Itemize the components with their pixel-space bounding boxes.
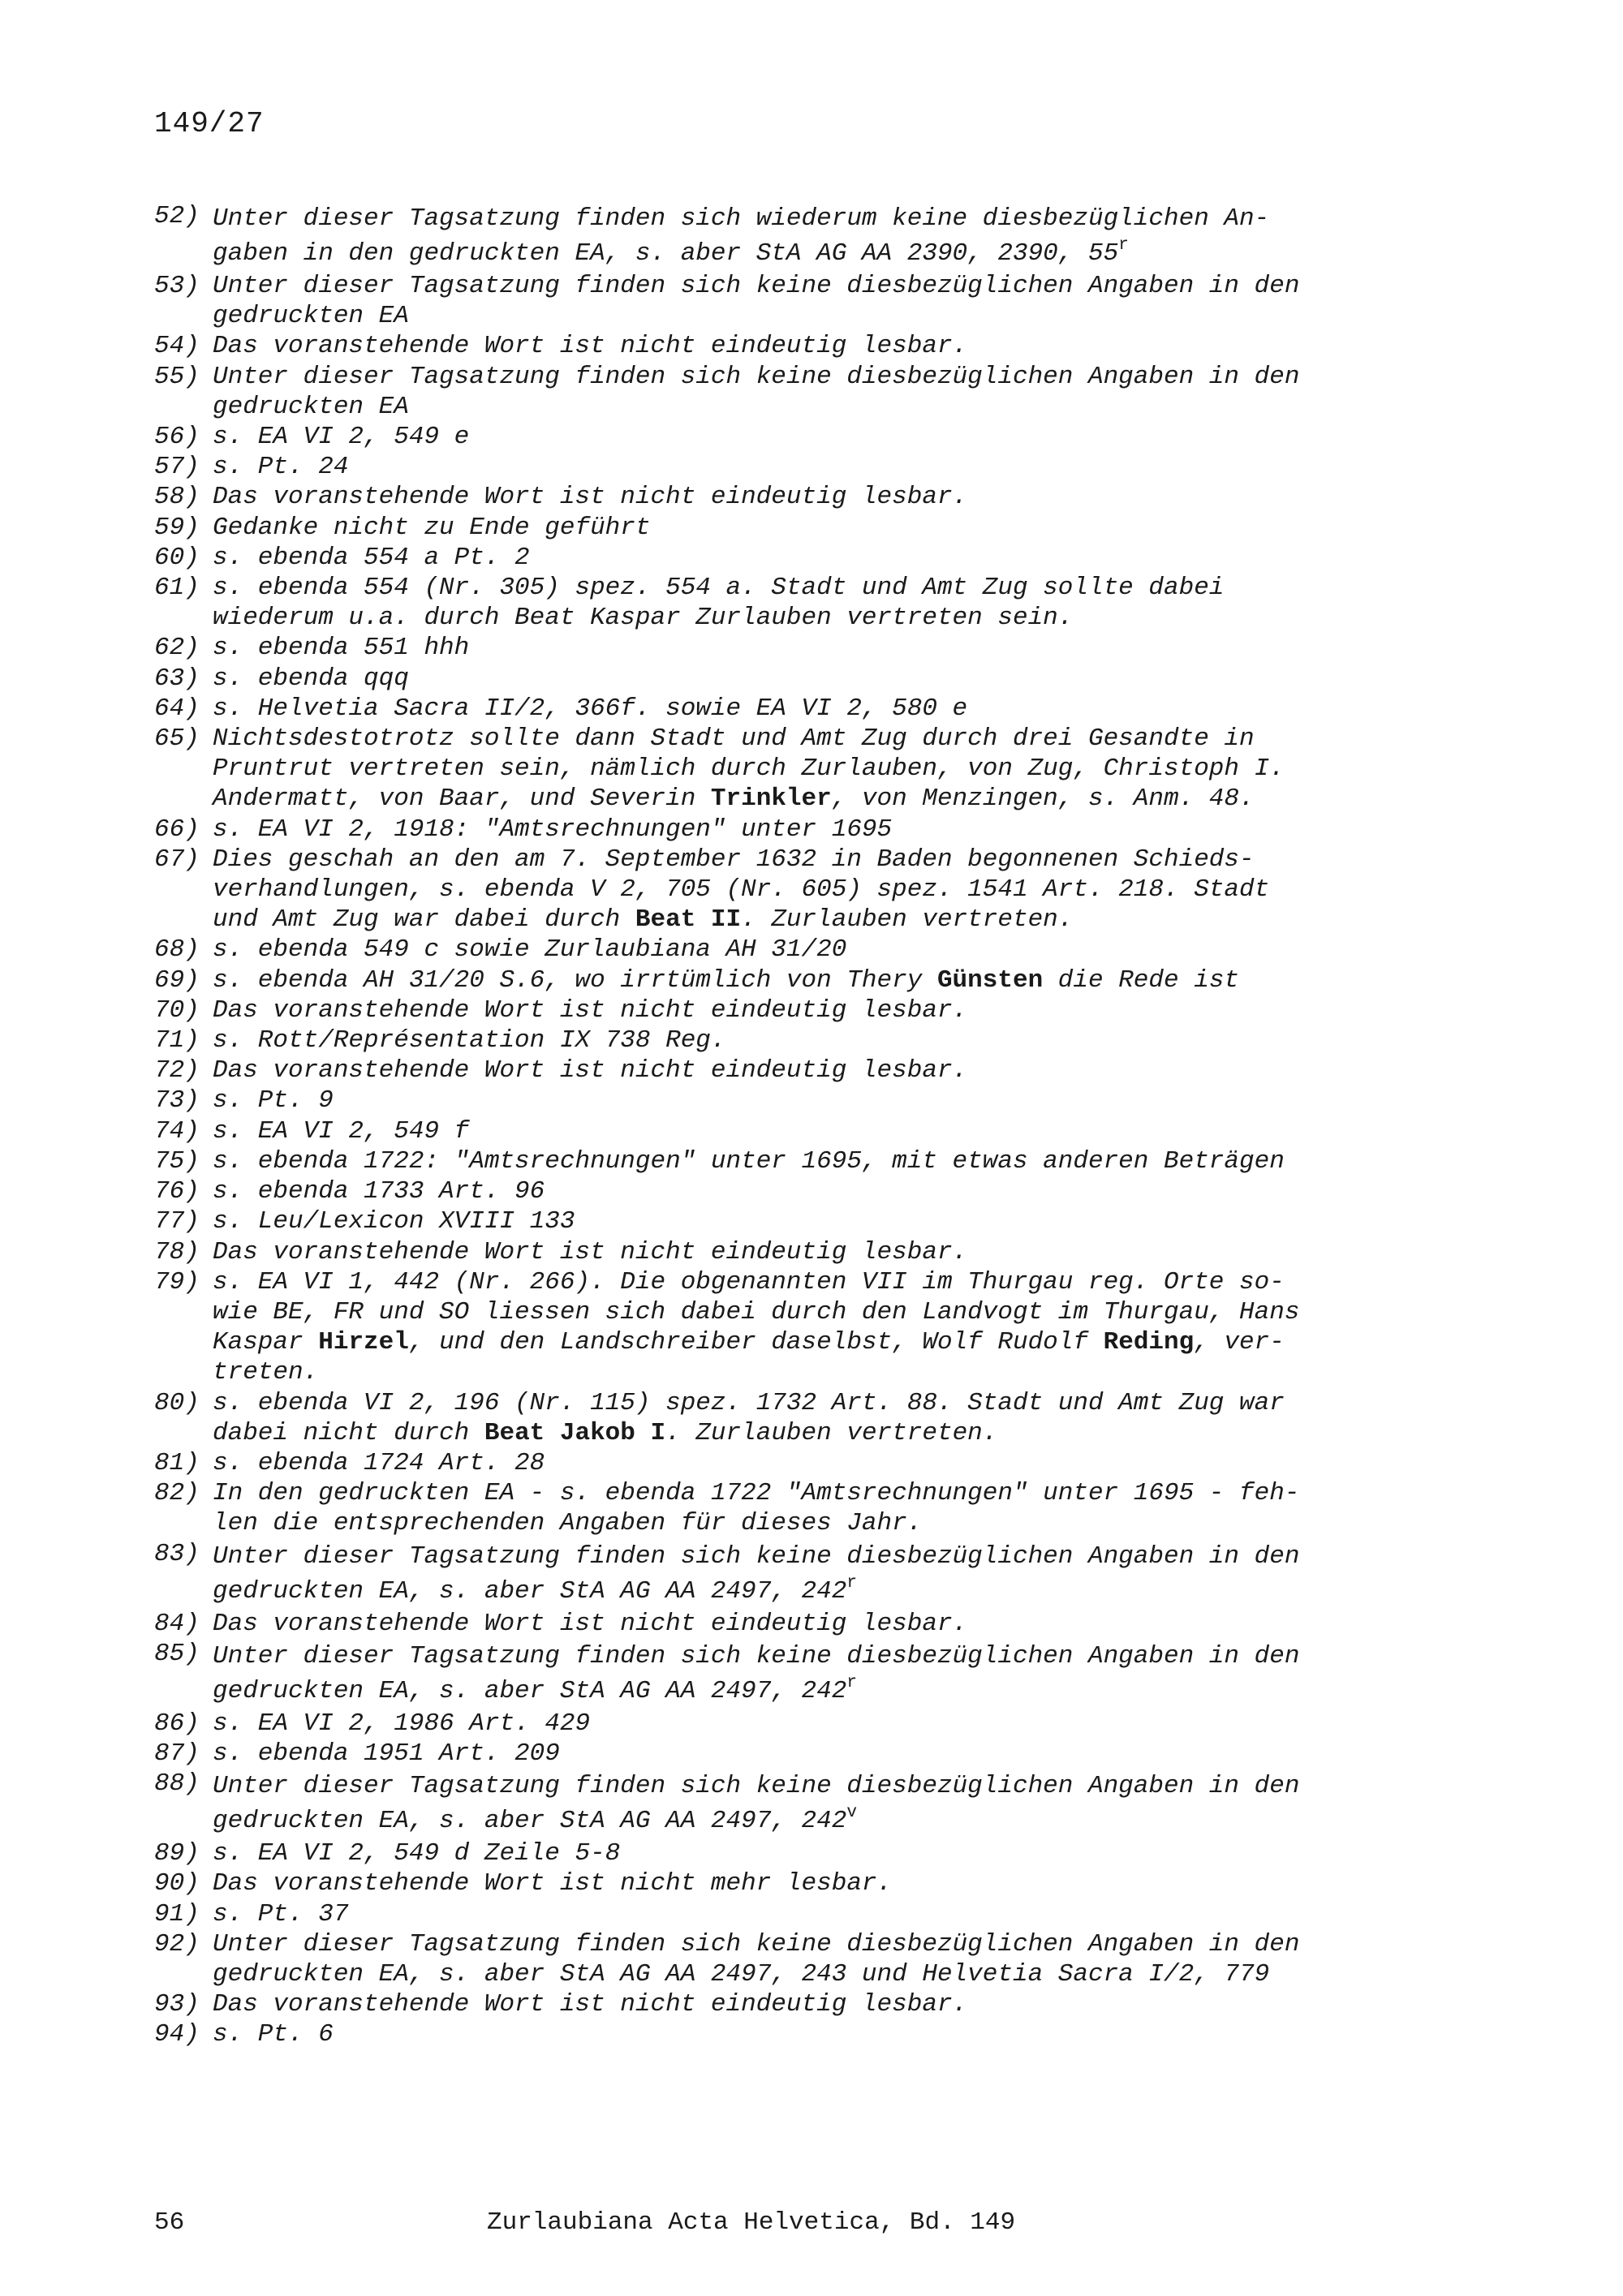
footnote-text	[213, 482, 1420, 512]
footnote-text-segment: Dies geschah an den am 7. September 1632 in Baden begonnenen Schieds- verhandlungen, s. ebenda V 2, 705 (Nr. 605) spez. 1541 Art. 218. Stadt und Amt Zug war dabei durch	[213, 845, 1270, 935]
footnote-text-segment: Das voranstehende Wort ist nicht eindeutig lesbar.	[213, 1237, 968, 1266]
footnote	[154, 1086, 1420, 1116]
footnote-text	[213, 633, 1420, 663]
footnote	[154, 694, 1420, 724]
footnote-number: 56)	[154, 423, 200, 452]
footnote-number: 87)	[154, 1739, 200, 1768]
footnote	[154, 724, 1420, 815]
footnote-number: 53)	[154, 272, 200, 300]
footer-publication-title: Zurlaubiana Acta Helvetica, Bd. 149	[487, 2208, 1016, 2237]
footnote-text-segment: Das voranstehende Wort ist nicht eindeutig lesbar.	[213, 1990, 968, 2019]
footnote	[154, 1709, 1420, 1739]
footnote-number: 85)	[154, 1639, 200, 1668]
footnote	[154, 543, 1420, 573]
footnote	[154, 935, 1420, 965]
footnote-number: 81)	[154, 1448, 200, 1477]
footnote	[154, 633, 1420, 663]
footnote	[154, 1116, 1420, 1146]
footnote-text	[213, 1868, 1420, 1898]
footnote-text-segment: s. ebenda 1951 Art. 209	[213, 1739, 560, 1768]
footnote	[154, 1025, 1420, 1056]
footnote-text	[213, 694, 1420, 724]
footnote-superscript: r	[846, 1673, 857, 1692]
footnote-number: 68)	[154, 935, 200, 965]
footnote-text	[213, 1388, 1420, 1448]
footnote-text-segment: s. EA VI 2, 549 e	[213, 423, 470, 452]
footnote-text	[213, 845, 1420, 935]
footnote-number: 54)	[154, 332, 200, 361]
footnote-text	[213, 362, 1420, 422]
footnote-text-segment: s. EA VI 1, 442 (Nr. 266). Die obgenannten VII im Thurgau reg. Orte so- wie BE, FR und SO liessen sich dabei durch den Landvogt im Thurgau, Hans Kaspar	[213, 1267, 1300, 1357]
footnote-number: 55)	[154, 362, 200, 391]
footnote-bold-name: Reding	[1103, 1328, 1195, 1357]
footnote-text	[213, 1206, 1420, 1236]
footnote-number: 78)	[154, 1237, 200, 1266]
footnote-number: 84)	[154, 1609, 200, 1638]
footnote-text	[213, 422, 1420, 452]
footnote-superscript: r	[1118, 236, 1129, 255]
footnote-number: 70)	[154, 995, 200, 1025]
footnote	[154, 815, 1420, 845]
footnote	[154, 331, 1420, 361]
footnote-text	[213, 1639, 1420, 1709]
footnote-text-segment: Nichtsdestotrotz sollte dann Stadt und Amt Zug durch drei Gesandte in Pruntrut vertreten sein, nämlich durch Zurlauben, von Zug, Christoph I. Andermatt, von Baar, und Severin	[213, 724, 1285, 814]
footnote-text	[213, 271, 1420, 331]
footnote-superscript: v	[846, 1804, 857, 1823]
footnote-text	[213, 1448, 1420, 1478]
footnote	[154, 1539, 1420, 1609]
footnote	[154, 513, 1420, 543]
footnote	[154, 1237, 1420, 1267]
footnote-number: 90)	[154, 1869, 200, 1898]
footnote-number: 71)	[154, 1026, 200, 1056]
footnote-text	[213, 1989, 1420, 2019]
footnote	[154, 1448, 1420, 1478]
footnote-text-segment: Unter dieser Tagsatzung finden sich keine diesbezüglichen Angaben in den gedruckten EA	[213, 272, 1300, 331]
footnote	[154, 201, 1420, 271]
footnote-number: 76)	[154, 1177, 200, 1206]
footnote	[154, 1739, 1420, 1769]
footnote-text-segment: Unter dieser Tagsatzung finden sich keine diesbezüglichen Angaben in den gedruckten EA	[213, 362, 1300, 421]
footnote	[154, 422, 1420, 452]
page-header: 149/27	[154, 107, 265, 140]
footnote-text	[213, 201, 1420, 271]
footnote-text	[213, 1267, 1420, 1388]
footnote-text	[213, 1237, 1420, 1267]
footnote	[154, 452, 1420, 482]
footnote-number: 57)	[154, 453, 200, 482]
footnote	[154, 1838, 1420, 1868]
footnote-text-segment: s. ebenda 554 a Pt. 2	[213, 543, 530, 572]
footnote-list	[154, 201, 1420, 2050]
footnote	[154, 271, 1420, 331]
footnote-text	[213, 2019, 1420, 2049]
footnote-text-segment: s. ebenda VI 2, 196 (Nr. 115) spez. 1732 Art. 88. Stadt und Amt Zug war dabei nicht durch	[213, 1388, 1285, 1447]
footnote-number: 69)	[154, 965, 200, 995]
footnote-text-segment: Das voranstehende Wort ist nicht eindeutig lesbar.	[213, 995, 968, 1025]
footnote-text-segment: s. Pt. 9	[213, 1086, 334, 1116]
footnote-text-segment: s. EA VI 2, 549 f	[213, 1116, 470, 1146]
footnote-bold-name: Beat II	[635, 905, 742, 935]
footnote-text-segment: s. ebenda 549 c sowie Zurlaubiana AH 31/20	[213, 935, 847, 965]
footer-page-number: 56	[154, 2208, 185, 2237]
footnote-text-segment: Unter dieser Tagsatzung finden sich keine diesbezüglichen Angaben in den gedruckten EA, s. aber StA AG AA 2497, 242	[213, 1641, 1300, 1705]
footnote-number: 75)	[154, 1146, 200, 1176]
footnote-text	[213, 995, 1420, 1025]
footnote-text-segment: s. Rott/Représentation IX 738 Reg.	[213, 1026, 726, 1056]
footnote-text-segment: s. EA VI 2, 1986 Art. 429	[213, 1709, 591, 1738]
footnote-number: 52)	[154, 202, 200, 230]
footnote-text	[213, 935, 1420, 965]
footnote-number: 65)	[154, 724, 200, 754]
footnote-number: 83)	[154, 1539, 200, 1568]
footnote-number: 60)	[154, 543, 200, 572]
footnote-text	[213, 1146, 1420, 1176]
footnote-number: 94)	[154, 2020, 200, 2049]
footnote-number: 64)	[154, 694, 200, 723]
footnote-text	[213, 513, 1420, 543]
footnote-text-segment: s. Pt. 37	[213, 1899, 349, 1928]
footnote-text-segment: s. Leu/Lexicon XVIII 133	[213, 1207, 575, 1236]
footnote-text	[213, 965, 1420, 995]
footnote-bold-name: Beat Jakob I	[484, 1418, 666, 1447]
footnote-text	[213, 1056, 1420, 1086]
footnote-number: 74)	[154, 1116, 200, 1146]
footnote-bold-name: Hirzel	[318, 1328, 409, 1357]
footnote-text	[213, 1769, 1420, 1838]
footnote-text-segment: Unter dieser Tagsatzung finden sich keine diesbezüglichen Angaben in den gedruckten EA, s. aber StA AG AA 2497, 242	[213, 1772, 1300, 1836]
footnote-text-segment: Unter dieser Tagsatzung finden sich keine diesbezüglichen Angaben in den gedruckten EA, s. aber StA AG AA 2497, 243 und Helvetia Sacra I/2, 779	[213, 1929, 1300, 1989]
footnote-number: 67)	[154, 845, 200, 874]
footnote-text-segment: s. ebenda 554 (Nr. 305) spez. 554 a. Stadt und Amt Zug sollte dabei wiederum u.a. durch Beat Kaspar Zurlauben vertreten sein.	[213, 574, 1225, 633]
footnote-number: 80)	[154, 1388, 200, 1417]
footnote	[154, 1056, 1420, 1086]
footnote	[154, 573, 1420, 633]
footnote	[154, 1899, 1420, 1929]
footnote-text-segment: Das voranstehende Wort ist nicht eindeutig lesbar.	[213, 332, 968, 361]
footnote-text	[213, 1176, 1420, 1206]
footnote-number: 77)	[154, 1207, 200, 1236]
footnote-number: 72)	[154, 1056, 200, 1086]
footnote-text	[213, 1739, 1420, 1769]
footnote-text-segment: s. ebenda qqq	[213, 664, 409, 693]
footnote-text	[213, 573, 1420, 633]
footnote-text-segment: , und den Landschreiber daselbst, Wolf Rudolf	[408, 1328, 1104, 1357]
footnote-text	[213, 1086, 1420, 1116]
footnote	[154, 664, 1420, 694]
footnote	[154, 362, 1420, 422]
footnote-text-segment: s. Pt. 24	[213, 453, 349, 482]
footnote-text	[213, 1116, 1420, 1146]
footnote-number: 89)	[154, 1839, 200, 1868]
footnote-text	[213, 1899, 1420, 1929]
footnote-number: 73)	[154, 1086, 200, 1116]
footnote	[154, 2019, 1420, 2049]
footnote-text	[213, 1025, 1420, 1056]
footnote-text-segment: In den gedruckten EA - s. ebenda 1722 "Amtsrechnungen" unter 1695 - feh- len die entsprechenden Angaben für dieses Jahr.	[213, 1479, 1300, 1538]
footnote-number: 91)	[154, 1899, 200, 1928]
footnote-text	[213, 331, 1420, 361]
footnote-text	[213, 1709, 1420, 1739]
footnote-text-segment: s. ebenda 551 hhh	[213, 634, 470, 663]
footnote-text-segment: . Zurlauben vertreten.	[665, 1418, 998, 1447]
footnote-number: 82)	[154, 1479, 200, 1508]
footnote	[154, 1146, 1420, 1176]
footnote-text-segment: Das voranstehende Wort ist nicht eindeutig lesbar.	[213, 1609, 968, 1638]
footnote-text	[213, 1478, 1420, 1538]
footnote-number: 61)	[154, 574, 200, 603]
footnote-text-segment: s. Pt. 6	[213, 2020, 334, 2049]
footnote	[154, 1388, 1420, 1448]
footnote	[154, 1639, 1420, 1709]
footnote-number: 59)	[154, 513, 200, 542]
footnote	[154, 845, 1420, 935]
footnote-number: 79)	[154, 1267, 200, 1296]
footnote-text	[213, 1929, 1420, 1989]
footnote-text-segment: Unter dieser Tagsatzung finden sich keine diesbezüglichen Angaben in den gedruckten EA, s. aber StA AG AA 2497, 242	[213, 1541, 1300, 1606]
footnote-text-segment: s. Helvetia Sacra II/2, 366f. sowie EA VI 2, 580 e	[213, 694, 968, 723]
footnote-text-segment: . Zurlauben vertreten.	[741, 905, 1074, 935]
footnote-text-segment: Das voranstehende Wort ist nicht mehr lesbar.	[213, 1869, 893, 1898]
footnote-number: 66)	[154, 815, 200, 844]
footnote-text	[213, 452, 1420, 482]
footnote	[154, 1267, 1420, 1388]
footnote-text	[213, 1539, 1420, 1609]
footnote-number: 63)	[154, 664, 200, 693]
footnote-text	[213, 543, 1420, 573]
footnote	[154, 1206, 1420, 1236]
footnote-text	[213, 1609, 1420, 1639]
footnote-text-segment: s. ebenda 1733 Art. 96	[213, 1177, 545, 1206]
footnote-bold-name: Trinkler	[710, 785, 832, 814]
footnote	[154, 1989, 1420, 2019]
footnote	[154, 1478, 1420, 1538]
footnote-text-segment: s. EA VI 2, 1918: "Amtsrechnungen" unter 1695	[213, 815, 893, 844]
footnote-text-segment: s. ebenda 1722: "Amtsrechnungen" unter 1695, mit etwas anderen Beträgen	[213, 1146, 1285, 1176]
footnote-superscript: r	[846, 1573, 857, 1593]
footnote-text-segment: Das voranstehende Wort ist nicht eindeutig lesbar.	[213, 483, 968, 512]
footnote	[154, 995, 1420, 1025]
footnote	[154, 1609, 1420, 1639]
footnote-number: 93)	[154, 1990, 200, 2019]
footnote-text	[213, 1838, 1420, 1868]
footnote-text	[213, 815, 1420, 845]
footnote-text-segment: Das voranstehende Wort ist nicht eindeutig lesbar.	[213, 1056, 968, 1086]
footnote-text-segment: die Rede ist	[1043, 965, 1240, 995]
footnote-number: 58)	[154, 483, 200, 512]
footnote-number: 86)	[154, 1709, 200, 1738]
footnote-text-segment: Unter dieser Tagsatzung finden sich wiederum keine diesbezüglichen An- gaben in den gedruckten EA, s. aber StA AG AA 2390, 2390, 55	[213, 204, 1270, 268]
footnote-text-segment: Gedanke nicht zu Ende geführt	[213, 513, 651, 542]
footnote	[154, 1176, 1420, 1206]
footnote-text	[213, 724, 1420, 815]
footnote-number: 92)	[154, 1929, 200, 1958]
footnote	[154, 482, 1420, 512]
footnote	[154, 1769, 1420, 1838]
footnote-bold-name: Günsten	[936, 965, 1044, 995]
footnote-text-segment: , ver- treten.	[213, 1328, 1285, 1387]
footnote	[154, 1868, 1420, 1898]
footnote-number: 88)	[154, 1769, 200, 1799]
footnote	[154, 965, 1420, 995]
footnote-text	[213, 664, 1420, 694]
footnote-text-segment: , von Menzingen, s. Anm. 48.	[831, 785, 1255, 814]
footnote-number: 62)	[154, 634, 200, 663]
footnote-text-segment: s. ebenda AH 31/20 S.6, wo irrtümlich von Thery	[213, 965, 937, 995]
footnote-text-segment: s. ebenda 1724 Art. 28	[213, 1448, 545, 1477]
footnote-text-segment: s. EA VI 2, 549 d Zeile 5-8	[213, 1839, 621, 1868]
footnote	[154, 1929, 1420, 1989]
